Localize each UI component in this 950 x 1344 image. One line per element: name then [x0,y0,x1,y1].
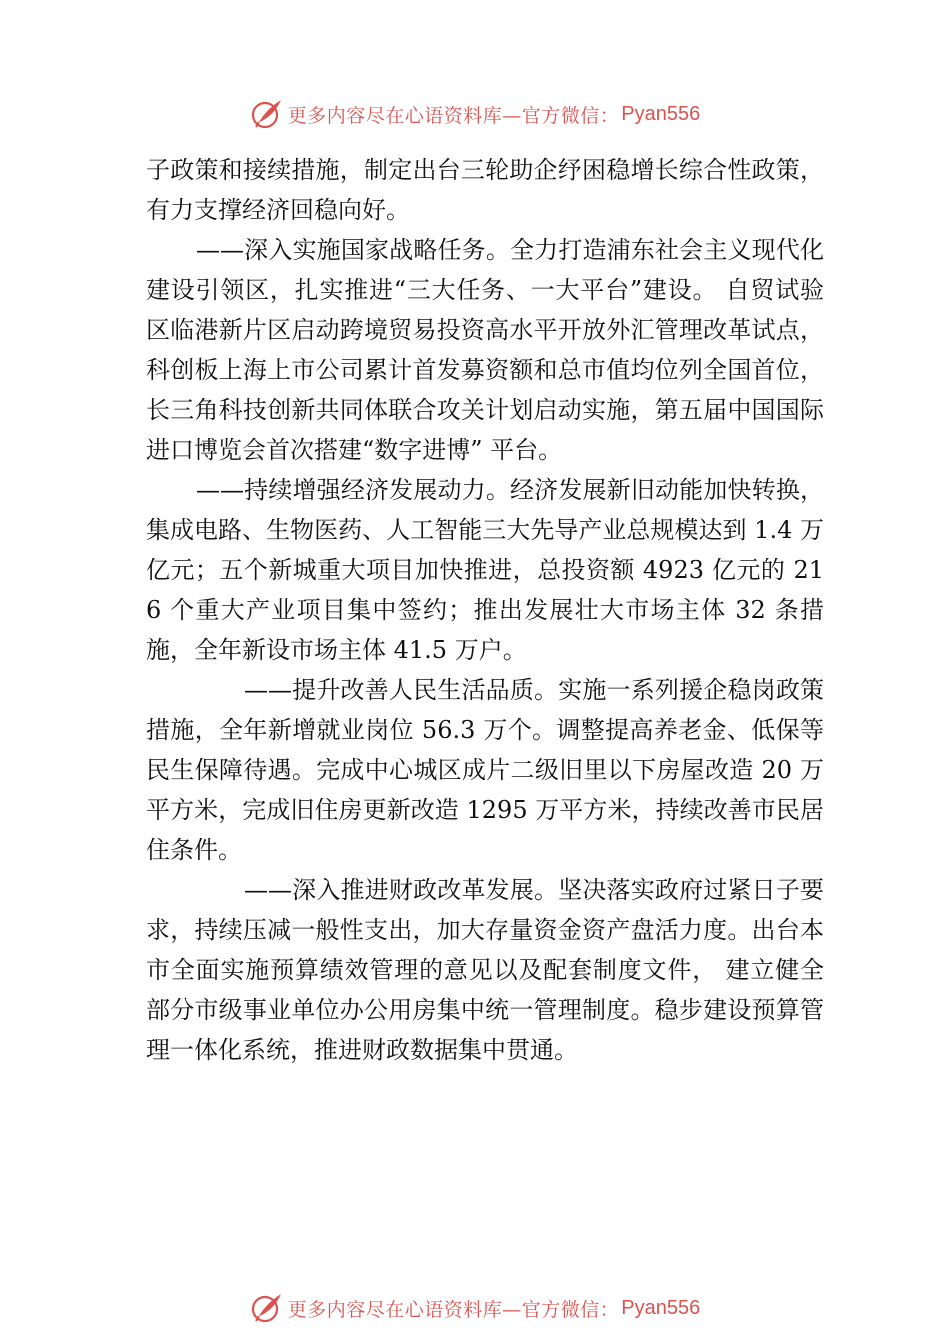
paragraph-national-strategy: ——深入实施国家战略任务。全力打造浦东社会主义现代化建设引领区，扎实推进“三大任务、一大平台”建设。 自贸试验区临港新片区启动跨境贸易投资高水平开放外汇管理改革试点，科创板上海上市公司累计首发募资额和总市值均位列全国首位，长三角科技创新共同体联合攻关计划启动实施，第五届中国国际进口博览会首次搭建“数字进博” 平台。 [146,236,824,464]
watermark-wechat-id: Pyan556 [621,102,701,125]
paragraph-fiscal-reform: ——深入推进财政改革发展。坚决落实政府过紧日子要求，持续压减一般性支出，加大存量资金资产盘活力度。出台本市全面实施预算绩效管理的意见以及配套制度文件， 建立健全部分市级事业单位办公用房集中统一管理制度。稳步建设预算管理一体化系统，推进财政数据集中贯通。 [146,876,824,1064]
paragraph-economic-momentum: ——持续增强经济发展动力。经济发展新旧动能加快转换，集成电路、生物医药、人工智能三大先导产业总规模达到 1.4 万亿元；五个新城重大项目加快推进，总投资额 4923 亿元的 216 个重大产业项目集中签约；推出发展壮大市场主体 32 条措施，全年新设市场主体 41.5 万户。 [146,476,824,664]
paragraph-continuation: 子政策和接续措施，制定出台三轮助企纾困稳增长综合性政策，有力支撑经济回稳向好。 [146,156,824,224]
footer-watermark [0,1288,950,1328]
quill-logo-icon [250,97,284,131]
watermark-text: 更多内容尽在心语资料库—官方微信： [287,104,620,127]
watermark-wechat-id: Pyan556 [621,1296,701,1319]
header-watermark [0,94,950,134]
document-body [146,150,824,1070]
watermark-text: 更多内容尽在心语资料库—官方微信： [287,1298,620,1321]
quill-logo-icon [250,1291,284,1325]
paragraph-living-quality: ——提升改善人民生活品质。实施一系列援企稳岗政策措施，全年新增就业岗位 56.3 万个。调整提高养老金、低保等民生保障待遇。完成中心城区成片二级旧里以下房屋改造 20 万平方米，完成旧住房更新改造 1295 万平方米，持续改善市民居住条件。 [146,676,824,864]
